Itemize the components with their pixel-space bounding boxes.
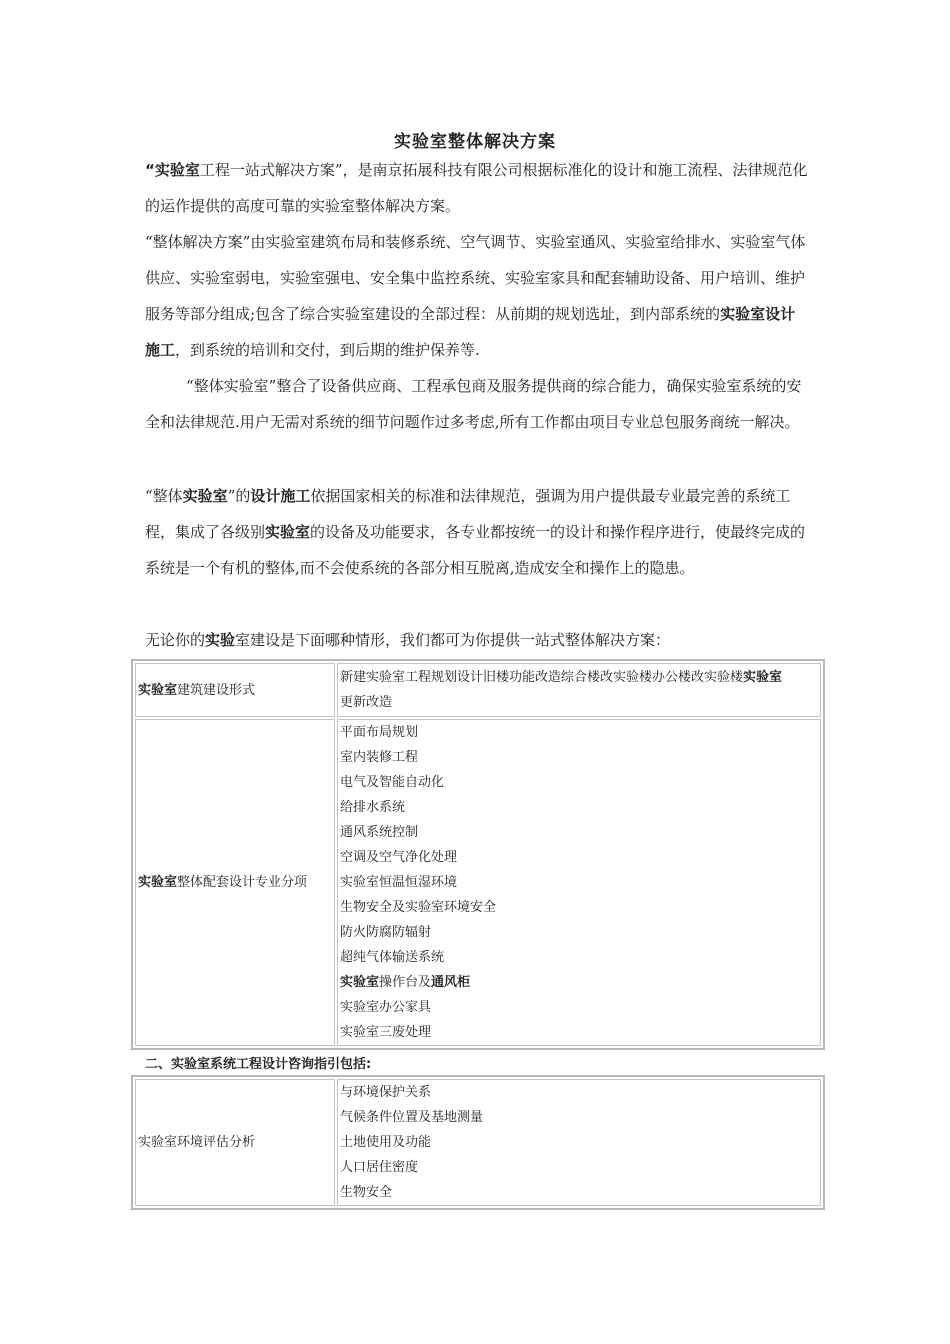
intro-p4-bold-3: 实验室 (265, 523, 311, 541)
intro-p5-a: 无论你的 (145, 631, 206, 649)
table-cell-value (337, 719, 821, 1046)
list-item: 超纯气体输送系统 (340, 950, 445, 965)
list-item: 与环境保护关系 (340, 1085, 432, 1100)
list-item: 平面布局规划 (340, 725, 419, 740)
list-item-text: 操作台及 (379, 975, 432, 990)
list-item: 通风系统控制 (340, 825, 419, 840)
intro-paragraph-2 (145, 224, 810, 368)
table-cell-value (337, 1079, 821, 1206)
intro-p4-a: “整体 (145, 487, 183, 505)
table-row (135, 663, 821, 717)
list-item: 室内装修工程 (340, 750, 419, 765)
intro-p4-e: 依据国家相关的标准和法律规范，强调为用户提供最专业最完善的系统工程，集成了各级别 (145, 487, 791, 541)
intro-p2-bold: 实验室设计施工 (145, 305, 796, 359)
section-2-heading: 二、实验室系统工程设计咨询指引包括: (145, 1057, 372, 1072)
table-row (135, 719, 821, 1046)
list-item: 防火防腐防辐射 (340, 925, 432, 940)
list-item (340, 970, 820, 995)
intro-paragraph-3: “整体实验室”整合了设备供应商、工程承包商及服务提供商的综合能力，确保实验室系统的安全和法律规范.用户无需对系统的细节问题作过多考虑,所有工作都由项目专业总包服务商统一解决。 (145, 377, 802, 431)
table-cell-label: 实验室环境评估分析 (135, 1079, 335, 1206)
intro-p2-tail: ，到系统的培训和交付，到后期的维护保养等. (175, 341, 480, 359)
intro-p4-c: ”的 (227, 487, 251, 505)
list-item: 空调及空气净化处理 (340, 850, 458, 865)
list-item: 气候条件位置及基地测量 (340, 1110, 484, 1125)
intro-p5-bold: 实验 (205, 631, 236, 649)
intro-p1-text: 工程一站式解决方案”，是南京拓展科技有限公司根据标准化的设计和施工流程、法律规范化的运作提供的高度可靠的实验室整体解决方案。 (145, 161, 808, 215)
intro-p4-g: 的设备及功能要求，各专业都按统一的设计和操作程序进行，使最终完成的系统是一个有机的整体,而不会使系统的各部分相互脱离,造成安全和操作上的隐患。 (145, 523, 806, 577)
list-item: 土地使用及功能 (340, 1135, 432, 1150)
cell-label-text: 建筑建设形式 (177, 682, 256, 698)
intro-paragraph-5 (145, 622, 810, 658)
cell-label-text: 整体配套设计专业分项 (177, 875, 308, 890)
list-item: 实验室三废处理 (340, 1025, 432, 1040)
list-item: 生物安全 (340, 1185, 393, 1200)
list-item: 给排水系统 (340, 800, 406, 815)
cell-label-bold: 实验室 (138, 875, 178, 890)
cell-label-bold: 实验室 (138, 682, 178, 698)
list-item: 实验室恒温恒湿环境 (340, 875, 458, 890)
cell-value-bold: 实验室 (743, 670, 783, 685)
list-item: 实验室办公家具 (340, 1000, 432, 1015)
table-cell-value (337, 663, 821, 717)
intro-p1-quote: “ (145, 161, 155, 179)
table-cell-label (135, 663, 335, 717)
list-item: 生物安全及实验室环境安全 (340, 900, 497, 915)
intro-p4-bold-1: 实验室 (182, 487, 228, 505)
cell-value-text: 新建实验室工程规划设计旧楼功能改造综合楼改实验楼办公楼改实验楼 (340, 670, 744, 685)
list-item: 人口居住密度 (340, 1160, 419, 1175)
solutions-table (131, 659, 825, 1050)
intro-paragraph-1 (145, 152, 810, 224)
intro-p2-text: “整体解决方案”由实验室建筑布局和装修系统、空气调节、实验室通风、实验室给排水、实验室气体供应、实验室弱电，实验室强电、安全集中监控系统、实验室家具和配套辅助设备、用户培训、维护服务等部分组成;包含了综合实验室建设的全部过程：从前期的规划选址，到内部系统的 (145, 233, 806, 323)
intro-p1-bold: 实验室 (154, 161, 200, 179)
list-item-bold: 实验室 (340, 975, 380, 990)
list-item-bold: 通风柜 (431, 975, 471, 990)
list-item: 电气及智能自动化 (340, 775, 445, 790)
intro-p4-bold-2: 设计施工 (250, 487, 311, 505)
consulting-table (131, 1075, 825, 1210)
intro-paragraph-4 (145, 478, 810, 586)
table-row (135, 1079, 821, 1206)
intro-p5-c: 室建设是下面哪种情形，我们都可为你提供一站式整体解决方案： (235, 631, 671, 649)
table-cell-label (135, 719, 335, 1046)
page-title: 实验室整体解决方案 (394, 132, 556, 152)
cell-value-tail: 更新改造 (340, 695, 393, 710)
